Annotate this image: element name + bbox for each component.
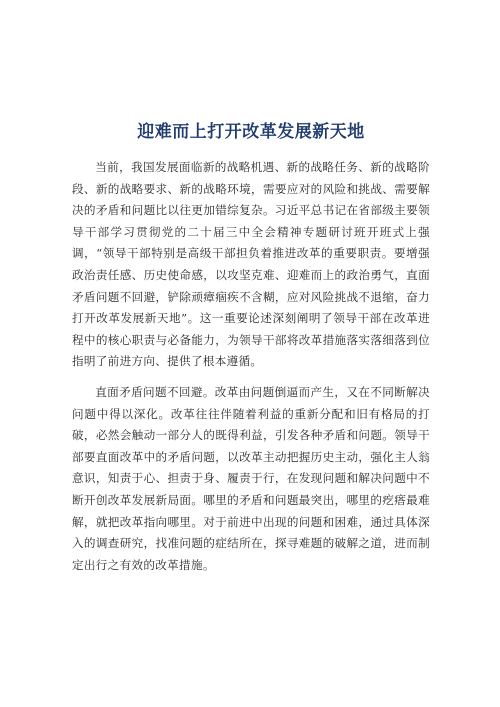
body-paragraph-1: 当前，我国发展面临新的战略机遇、新的战略任务、新的战略阶段、新的战略要求、新的战略环境，需要应对的风险和挑战、需要解决的矛盾和问题比以往更加错综复杂。习近平总书记在省部级主要领导干部学习贯彻党的二十届三中全会精神专题研讨班开班式上强调，“领导干部特别是高级干部担负着推进改革的重要职责。要增强政治责任感、历史使命感，以攻坚克难、迎难而上的政治勇气，直面矛盾问题不回避，铲除顽瘴痼疾不含糊，应对风险挑战不退缩，奋力打开改革发展新天地”。这一重要论述深刻阐明了领导干部在改革进程中的核心职责与必备能力，为领导干部将改革措施落实落细落到位指明了前进方向、提供了根本遵循。	[72, 160, 430, 369]
document-title: 迎难而上打开改革发展新天地	[137, 122, 365, 142]
body-paragraph-2: 直面矛盾问题不回避。改革由问题倒逼而产生，又在不同断解决问题中得以深化。改革往往伴随着利益的重新分配和旧有格局的打破，必然会触动一部分人的既得利益，引发各种矛盾和问题。领导干部要直面改革中的矛盾问题，以改革主动把握历史主动，强化主人翁意识，知责于心、担责于身、履责于行，在发现问题和解决问题中不断开创改革发展新局面。哪里的矛盾和问题最突出，哪里的疙瘩最难解，就把改革指向哪里。对于前进中出现的问题和困难，通过具体深入的调查研究，找准问题的症结所在，探寻难题的破解之道，进而制定出行之有效的改革措施。	[72, 384, 430, 572]
